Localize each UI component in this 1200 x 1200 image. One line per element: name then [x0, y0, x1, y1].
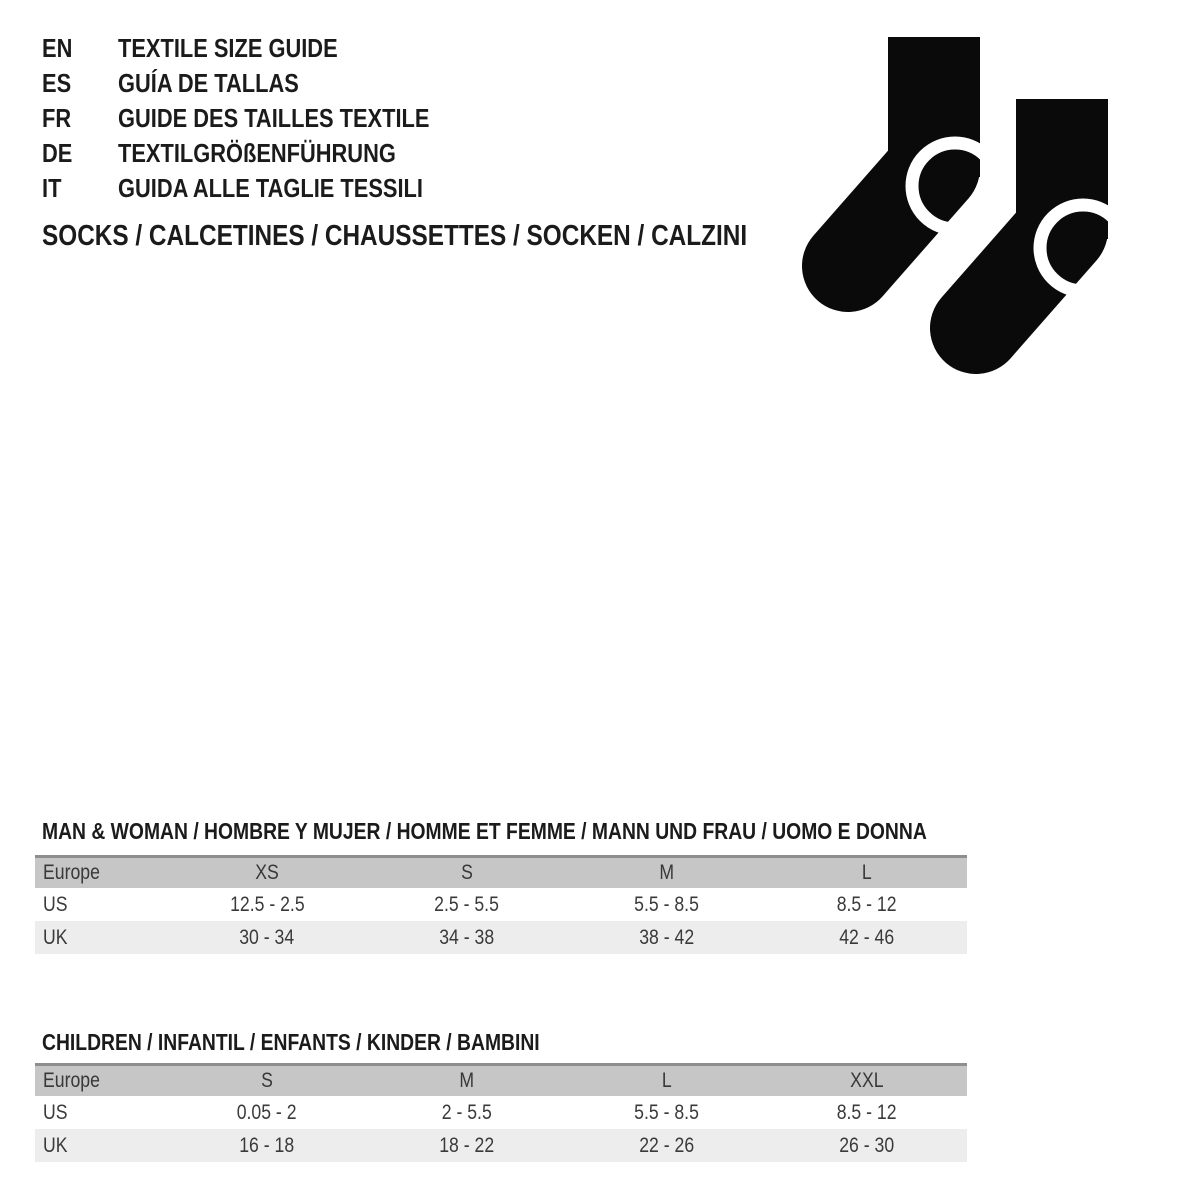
- category-title: SOCKS / CALCETINES / CHAUSSETTES / SOCKEN / CALZINI: [42, 220, 748, 252]
- column-header-size: L: [767, 855, 967, 888]
- column-header-size: S: [167, 1063, 367, 1096]
- size-value: 5.5 - 8.5: [567, 1096, 767, 1129]
- language-code: FR: [42, 103, 72, 133]
- column-header-region: Europe: [35, 1063, 167, 1096]
- size-value: 22 - 26: [567, 1129, 767, 1162]
- row-label-uk: UK: [35, 1129, 167, 1162]
- size-table-man-woman: [35, 855, 967, 954]
- size-value: 5.5 - 8.5: [567, 888, 767, 921]
- guide-title: GUÍA DE TALLAS: [118, 68, 299, 98]
- column-header-size: M: [567, 855, 767, 888]
- language-row-es: [42, 66, 489, 101]
- size-value: 8.5 - 12: [767, 1096, 967, 1129]
- row-label-uk: UK: [35, 921, 167, 954]
- column-header-size: S: [367, 855, 567, 888]
- guide-title: GUIDE DES TAILLES TEXTILE: [118, 103, 430, 133]
- row-label-us: US: [35, 888, 167, 921]
- size-value: 0.05 - 2: [167, 1096, 367, 1129]
- column-header-size: XS: [167, 855, 367, 888]
- size-value: 12.5 - 2.5: [167, 888, 367, 921]
- guide-title: GUIDA ALLE TAGLIE TESSILI: [118, 173, 423, 203]
- column-header-size: M: [367, 1063, 567, 1096]
- language-row-en: [42, 31, 489, 66]
- size-value: 2 - 5.5: [367, 1096, 567, 1129]
- column-header-size: XXL: [767, 1063, 967, 1096]
- language-code: IT: [42, 173, 62, 203]
- size-table-children: [35, 1063, 967, 1162]
- row-label-us: US: [35, 1096, 167, 1129]
- language-code: ES: [42, 68, 72, 98]
- size-value: 34 - 38: [367, 921, 567, 954]
- column-header-region: Europe: [35, 855, 167, 888]
- socks-icon: [778, 18, 1138, 388]
- size-value: 30 - 34: [167, 921, 367, 954]
- language-code: EN: [42, 33, 73, 63]
- size-value: 18 - 22: [367, 1129, 567, 1162]
- size-value: 16 - 18: [167, 1129, 367, 1162]
- table-title-man-woman: MAN & WOMAN / HOMBRE Y MUJER / HOMME ET FEMME / MANN UND FRAU / UOMO E DONNA: [42, 818, 927, 844]
- column-header-size: L: [567, 1063, 767, 1096]
- guide-title: TEXTILE SIZE GUIDE: [118, 33, 338, 63]
- language-title-list: [42, 31, 489, 206]
- language-code: DE: [42, 138, 73, 168]
- size-value: 42 - 46: [767, 921, 967, 954]
- guide-title: TEXTILGRÖßENFÜHRUNG: [118, 138, 396, 168]
- size-value: 26 - 30: [767, 1129, 967, 1162]
- language-row-de: [42, 136, 489, 171]
- language-row-it: [42, 171, 489, 206]
- size-value: 2.5 - 5.5: [367, 888, 567, 921]
- language-row-fr: [42, 101, 489, 136]
- size-value: 8.5 - 12: [767, 888, 967, 921]
- size-value: 38 - 42: [567, 921, 767, 954]
- table-title-children: CHILDREN / INFANTIL / ENFANTS / KINDER / BAMBINI: [42, 1029, 540, 1055]
